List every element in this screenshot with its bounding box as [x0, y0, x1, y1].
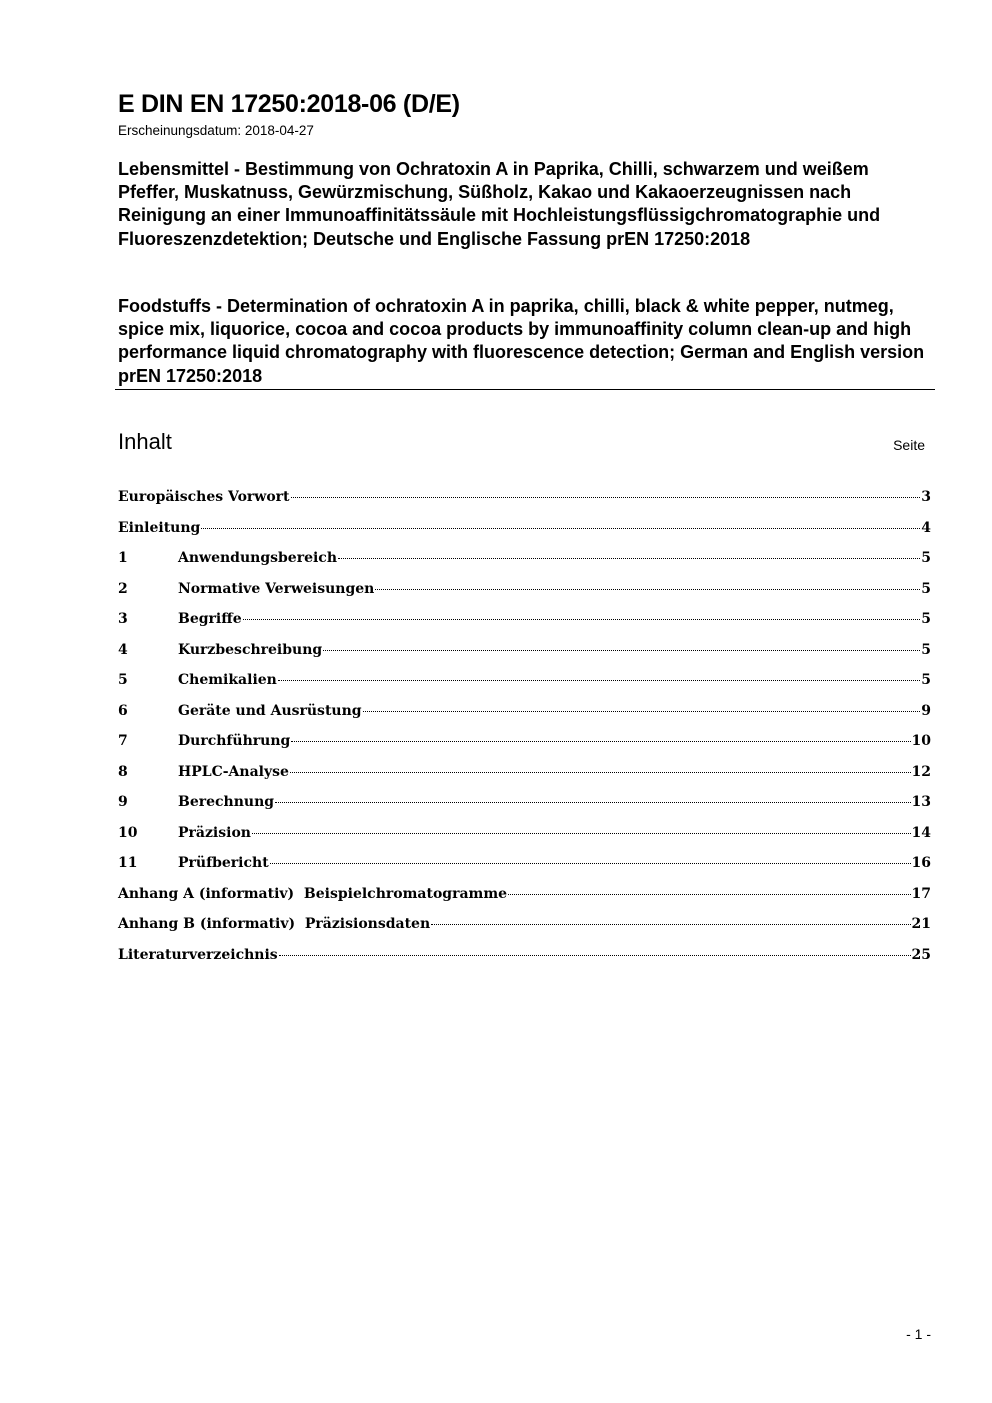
toc-entry-page: 5 — [921, 580, 931, 597]
toc-dot-leader — [252, 832, 911, 834]
toc-entry-number: 4 — [118, 641, 128, 658]
toc-dot-leader — [431, 923, 910, 925]
toc-entry-page: 5 — [921, 672, 931, 688]
document-code: E DIN EN 17250:2018-06 (D/E) — [118, 90, 460, 118]
toc-entry-page: 9 — [921, 702, 931, 719]
toc-dot-leader — [201, 527, 920, 529]
toc-entry-page: 12 — [911, 763, 931, 780]
toc-entry[interactable] — [118, 851, 931, 882]
toc-entry-title: Berechnung — [178, 794, 275, 810]
toc-entry-title: Chemikalien — [178, 672, 277, 688]
toc-entry[interactable] — [118, 546, 931, 577]
toc-entry-page: 21 — [911, 916, 931, 932]
toc-dot-leader — [291, 740, 910, 742]
title-divider — [115, 389, 935, 390]
toc-dot-leader — [290, 771, 911, 773]
toc-entry-number: 7 — [118, 733, 128, 749]
toc-entry-page: 5 — [921, 641, 931, 658]
toc-dot-leader — [278, 679, 920, 681]
toc-dot-leader — [275, 801, 910, 803]
toc-entry-title: Normative Verweisungen — [178, 580, 375, 597]
toc-entry-number: 10 — [118, 824, 138, 841]
toc-entry-page: 5 — [921, 611, 931, 627]
toc-entry-page: 3 — [921, 489, 931, 505]
toc-dot-leader — [363, 710, 921, 712]
toc-entry-page: 5 — [921, 550, 931, 566]
toc-entry-title: Prüfbericht — [178, 855, 269, 871]
publication-date: Erscheinungsdatum: 2018-04-27 — [118, 123, 314, 138]
toc-entry-title: Geräte und Ausrüstung — [178, 702, 362, 719]
toc-entry-page: 14 — [911, 824, 931, 841]
toc-entry-title: Einleitung — [118, 519, 201, 536]
toc-entry-number: 1 — [118, 550, 128, 566]
toc-entry[interactable] — [118, 668, 931, 699]
toc-entry-title: Europäisches Vorwort — [118, 489, 290, 505]
toc-entry[interactable] — [118, 912, 931, 943]
toc-entry-page: 10 — [911, 733, 931, 749]
toc-entry-page: 25 — [911, 946, 931, 963]
table-of-contents — [118, 485, 931, 973]
toc-entry[interactable] — [118, 882, 931, 913]
toc-entry-title: Anhang A (informativ) Beispielchromatogramme — [118, 885, 508, 902]
toc-entry[interactable] — [118, 821, 931, 852]
toc-entry[interactable] — [118, 577, 931, 608]
toc-entry-page: 16 — [911, 855, 931, 871]
toc-entry-page: 4 — [921, 519, 931, 536]
toc-entry-title: Begriffe — [178, 611, 242, 627]
toc-entry-title: Durchführung — [178, 733, 291, 749]
toc-entry-number: 5 — [118, 672, 128, 688]
toc-dot-leader — [279, 954, 911, 956]
toc-dot-leader — [375, 588, 920, 590]
toc-entry[interactable] — [118, 485, 931, 516]
toc-entry[interactable] — [118, 729, 931, 760]
german-title: Lebensmittel - Bestimmung von Ochratoxin A in Paprika, Chilli, schwarzem und weißem Pfeffer, Muskatnuss, Gewürzmischung, Süßholz, Kakao und Kakaoerzeugnissen nach Reinigung an einer Immunoaffinitätssäule mit Hochleistungsflüssigchromatographie und Fluoreszenzdetektion; Deutsche und Englische Fassung prEN 17250:2018 — [118, 159, 881, 249]
toc-dot-leader — [338, 557, 920, 559]
toc-entry[interactable] — [118, 699, 931, 730]
toc-entry-number: 9 — [118, 794, 128, 810]
toc-entry-number: 2 — [118, 580, 128, 597]
page-number: - 1 - — [906, 1326, 931, 1342]
toc-dot-leader — [323, 649, 920, 651]
english-title: Foodstuffs - Determination of ochratoxin A in paprika, chilli, black & white pepper, nutmeg, spice mix, liquorice, cocoa and cocoa products by immunoaffinity column clean-up and high performance liquid chromatography with fluorescence detection; German and English version prEN 17250:2018 — [118, 296, 925, 386]
toc-heading: Inhalt — [118, 429, 172, 454]
toc-entry-title: Literaturverzeichnis — [118, 946, 278, 963]
toc-dot-leader — [243, 618, 921, 620]
toc-entry-title: Kurzbeschreibung — [178, 641, 323, 658]
toc-entry[interactable] — [118, 760, 931, 791]
toc-entry-page: 13 — [911, 794, 931, 810]
toc-dot-leader — [270, 862, 911, 864]
toc-entry[interactable] — [118, 790, 931, 821]
toc-page-label: Seite — [893, 437, 925, 453]
toc-entry[interactable] — [118, 638, 931, 669]
toc-entry-number: 3 — [118, 611, 128, 627]
toc-entry[interactable] — [118, 516, 931, 547]
toc-entry-number: 8 — [118, 763, 128, 780]
toc-entry-number: 11 — [118, 855, 138, 871]
toc-dot-leader — [508, 893, 910, 895]
toc-entry-title: HPLC-Analyse — [178, 763, 289, 780]
toc-entry-title: Anwendungsbereich — [178, 550, 337, 566]
toc-entry-number: 6 — [118, 702, 128, 719]
toc-entry-title: Präzision — [178, 824, 251, 841]
toc-entry[interactable] — [118, 607, 931, 638]
toc-dot-leader — [291, 496, 921, 498]
toc-entry-title: Anhang B (informativ) Präzisionsdaten — [118, 916, 431, 932]
toc-entry-page: 17 — [911, 885, 931, 902]
toc-entry[interactable] — [118, 943, 931, 974]
